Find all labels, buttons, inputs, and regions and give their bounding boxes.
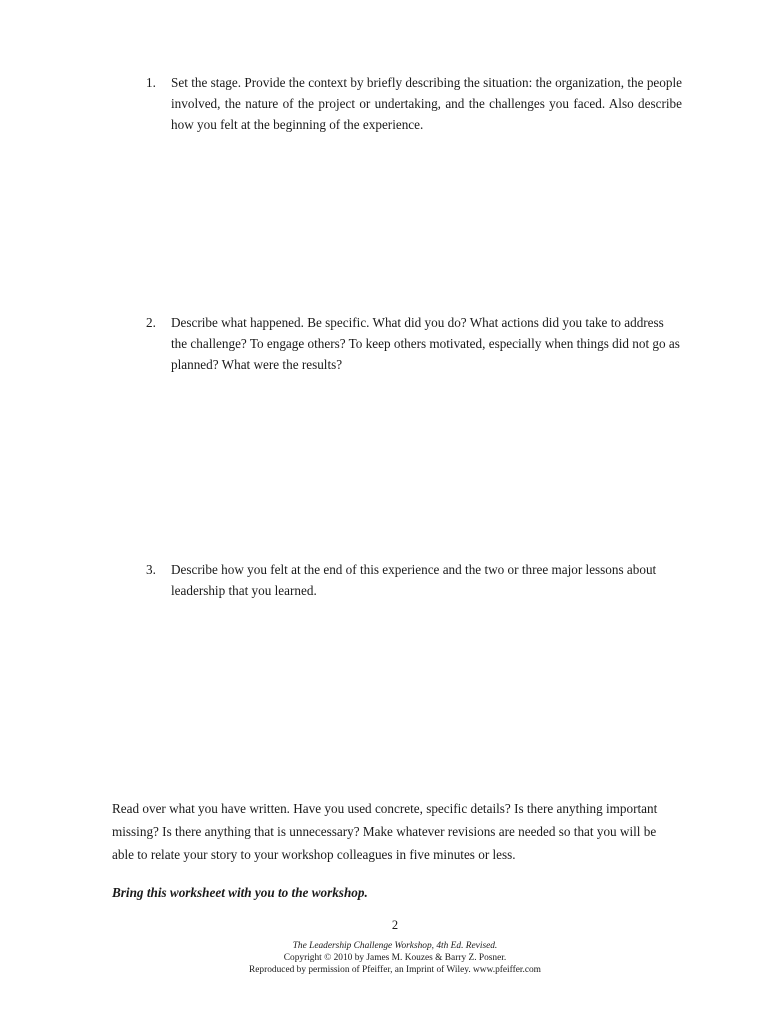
question-number: 1. xyxy=(146,75,156,90)
question-3 xyxy=(146,559,682,601)
question-number: 3. xyxy=(146,562,156,577)
question-1 xyxy=(146,72,682,135)
question-text: Describe what happened. Be specific. What did you do? What actions did you take to address the challenge? To engage others? To keep others motivated, especially when things did not go as planned? What were the results? xyxy=(171,315,680,372)
page-number: 2 xyxy=(391,918,399,932)
footer-title: The Leadership Challenge Workshop, 4th Ed. Revised. xyxy=(292,941,498,951)
closing-paragraph: Read over what you have written. Have you used concrete, specific details? Is there anything important missing? Is there anything that is unnecessary? Make whatever revisions are needed so that you will be able to relate your story to your workshop colleagues in five minutes or less. xyxy=(112,801,658,862)
question-number: 2. xyxy=(146,315,156,330)
question-text: Set the stage. Provide the context by briefly describing the situation: the organization, the people involved, the nature of the project or undertaking, and the challenges you faced. Also describe how you felt at the beginning of the experience. xyxy=(171,75,682,132)
footer-reproduced: Reproduced by permission of Pfeiffer, an Imprint of Wiley. www.pfeiffer.com xyxy=(249,965,541,975)
footer xyxy=(0,940,770,976)
question-2 xyxy=(146,312,682,375)
footer-copyright: Copyright © 2010 by James M. Kouzes & Barry Z. Posner. xyxy=(283,953,507,963)
question-text: Describe how you felt at the end of this experience and the two or three major lessons about leadership that you learned. xyxy=(171,562,657,598)
bring-worksheet-note: Bring this worksheet with you to the workshop. xyxy=(112,885,368,900)
